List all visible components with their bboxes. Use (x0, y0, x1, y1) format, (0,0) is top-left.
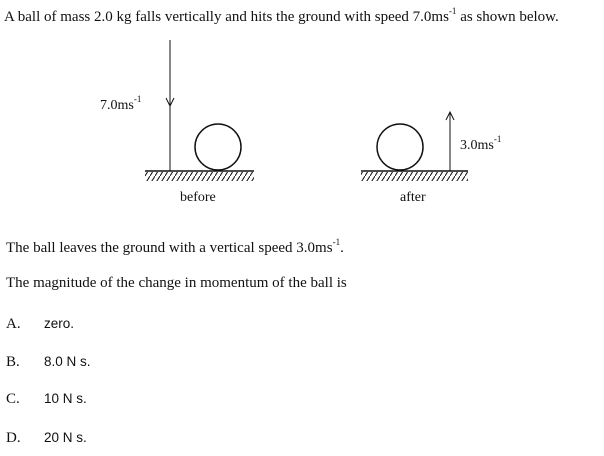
intro-prefix: A ball of mass 2.0 kg falls vertically and hits the ground with speed 7.0ms (4, 9, 449, 25)
option-text: 10 N s. (44, 391, 87, 406)
option-text: zero. (44, 316, 75, 331)
question-leaves: The ball leaves the ground with a vertical speed $3.0ms^{-1}$. (6, 237, 344, 256)
option-text: 8.0 N s. (44, 354, 91, 369)
ball-after (377, 124, 423, 170)
option-a[interactable] (6, 315, 75, 333)
ground-before-hatch (145, 172, 254, 181)
option-letter: C. (6, 391, 20, 407)
option-letter: D. (6, 430, 21, 446)
question-prompt: The magnitude of the change in momentum of the ball is (6, 275, 347, 291)
before-label: before (180, 190, 216, 205)
ball-before (195, 124, 241, 170)
intro-suffix: as shown below. (456, 9, 559, 25)
option-b[interactable] (6, 353, 91, 371)
option-letter: A. (6, 316, 21, 332)
after-speed-label: $3.0ms^{-1}$ (460, 134, 502, 153)
option-text: 20 N s. (44, 430, 87, 445)
ground-after-hatch (361, 172, 468, 181)
option-letter: B. (6, 354, 20, 370)
after-label: after (400, 190, 426, 205)
option-c[interactable] (6, 390, 87, 408)
intro-exponent: -1 (448, 6, 457, 16)
before-speed-label: $7.0ms^{-1}$ (100, 94, 142, 113)
option-d[interactable] (6, 429, 87, 447)
